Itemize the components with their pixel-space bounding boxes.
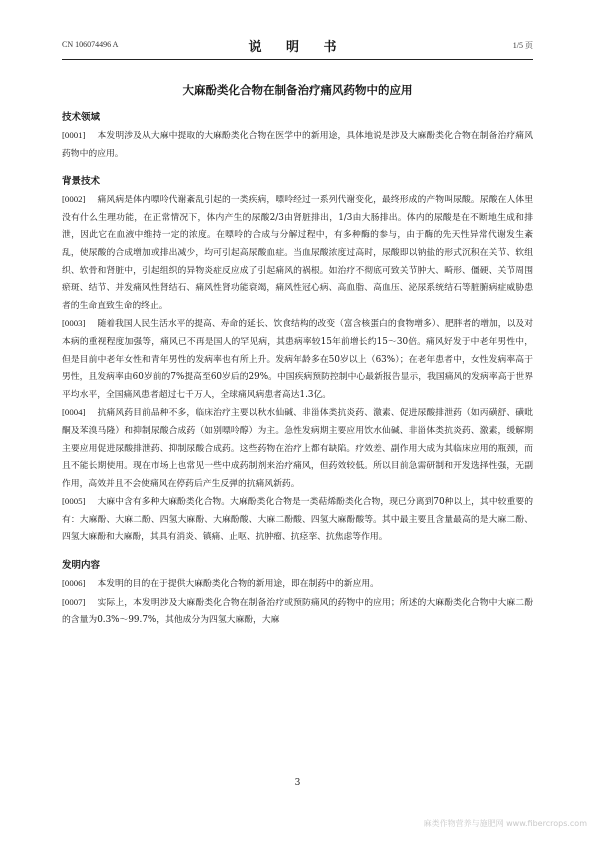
publication-number: CN 106074496 A (62, 40, 119, 49)
paragraph (62, 191, 533, 315)
section-summary (62, 559, 533, 630)
paragraph (62, 594, 533, 630)
paragraph-text: 大麻中含有多种大麻酚类化合物。大麻酚类化合物是一类萜烯酚类化合物，现已分离到70种以上，其中较重要的有：大麻酚、大麻二酚、四氢大麻酚、大麻酚酸、大麻二酚酸、四氢大麻酚酸等。其中最主要且含量最高的是大麻二酚、四氢大麻酚和大麻酚，其具有消炎、镇痛、止呕、抗肿瘤、抗痉挛、抗焦虑等作用。 (62, 497, 533, 543)
paragraph-text: 本发明涉及从大麻中提取的大麻酚类化合物在医学中的新用途，具体地说是涉及大麻酚类化合物在制备治疗痛风药物中的应用。 (62, 131, 533, 159)
document-type: 说 明 书 (248, 40, 347, 55)
paragraph (62, 404, 533, 493)
paragraph-text: 随着我国人民生活水平的提高、寿命的延长、饮食结构的改变（富含核蛋白的食物增多）、肥胖者的增加，以及对本病的重视程度加强等，痛风已不再是国人的罕见病，其患病率较15年前增长约15～30倍。痛风好发于中老年男性中，但是目前中老年女性和青年男性的发病率也有所上升。发病年龄多在50岁以上（63%）；在老年患者中，女性发病率高于男性，且发病率由60岁前的7%提高至60岁后的29%。中国疾病预防控制中心最新报告显示，我国痛风的发病率高于世界平均水平，全国痛风患者超过七千万人，全球痛风病患者高达1.3亿。 (62, 319, 533, 400)
paragraph-text: 实际上，本发明涉及大麻酚类化合物在制备治疗或预防痛风的药物中的应用；所述的大麻酚类化合物中大麻二酚的含量为0.3%～99.7%，其他成分为四氢大麻酚，大麻 (62, 597, 533, 626)
site-watermark: 麻类作物营养与施肥网 www.fibercrops.com (423, 819, 587, 828)
document-body (62, 111, 533, 630)
paragraph (62, 575, 533, 594)
page-header (62, 36, 533, 56)
paragraph-number: [0002] (62, 194, 86, 205)
paragraph-text: 本发明的目的在于提供大麻酚类化合物的新用途，即在制药中的新应用。 (97, 579, 379, 590)
paragraph-number: [0007] (62, 596, 86, 607)
header-rule (62, 59, 533, 60)
section-heading: 技术领域 (62, 112, 101, 123)
paragraph (62, 493, 533, 547)
section-technical-field (62, 111, 533, 163)
page-indicator: 1/5 页 (512, 41, 533, 50)
section-heading: 背景技术 (62, 176, 101, 188)
paragraph-text: 抗痛风药目前品种不多，临床治疗主要以秋水仙碱、非甾体类抗炎药、激素、促进尿酸排泄药（如丙磺舒、磺吡酮及苯溴马隆）和抑制尿酸合成药（如别嘌呤醇）为主。急性发病期主要应用饮水仙碱、非甾体类抗炎药、激素，缓解期主要应用促进尿酸排泄药、抑制尿酸合成药。这些药物在治疗上都有缺陷。疗效差、副作用大成为其临床应用的瓶颈，而且不能长期使用。现在市场上也常见一些中成药制剂来治疗痛风，但药效较低。所以目前急需研制和开发选择性强，无副作用，高效并且不会使痛风在停药后产生反弹的抗痛风新药。 (62, 408, 533, 489)
paragraph-number: [0005] (62, 496, 86, 507)
paragraph-number: [0004] (62, 407, 86, 418)
paragraph (62, 127, 533, 163)
paragraph-number: [0001] (62, 130, 86, 140)
paragraph (62, 315, 533, 404)
paragraph-number: [0003] (62, 318, 86, 329)
section-heading: 发明内容 (62, 560, 101, 572)
paragraph-number: [0006] (62, 578, 86, 589)
page-number: 3 (294, 778, 301, 788)
paragraph-text: 痛风病是体内嘌呤代谢紊乱引起的一类疾病，嘌呤经过一系列代谢变化，最终形成的产物叫尿酸。尿酸在人体里没有什么生理功能，在正常情况下，体内产生的尿酸2/3由肾脏排出，1/3由大肠排出。体内的尿酸是在不断地生成和排泄，因此它在血液中维持一定的浓度。在嘌呤的合成与分解过程中，有多种酶的参与，由于酶的先天性异常代谢发生紊乱，使尿酸的合成增加或排出减少，均可引起高尿酸血症。当血尿酸浓度过高时，尿酸即以钠盐的形式沉积在关节、软组织、软骨和肾脏中，引起组织的异物炎症反应成了引起痛风的祸根。如治疗不彻底可致关节肿大、畸形、僵硬、关节周围瘀斑、结节、并发痛风性肾结石、痛风性肾功能衰竭，痛风性冠心病、高血脂、高血压、泌尿系统结石等脏腑病症威胁患者的生命直致生命的终止。 (62, 195, 533, 311)
section-background (62, 175, 533, 547)
document-title: 大麻酚类化合物在制备治疗痛风药物中的应用 (182, 83, 413, 97)
